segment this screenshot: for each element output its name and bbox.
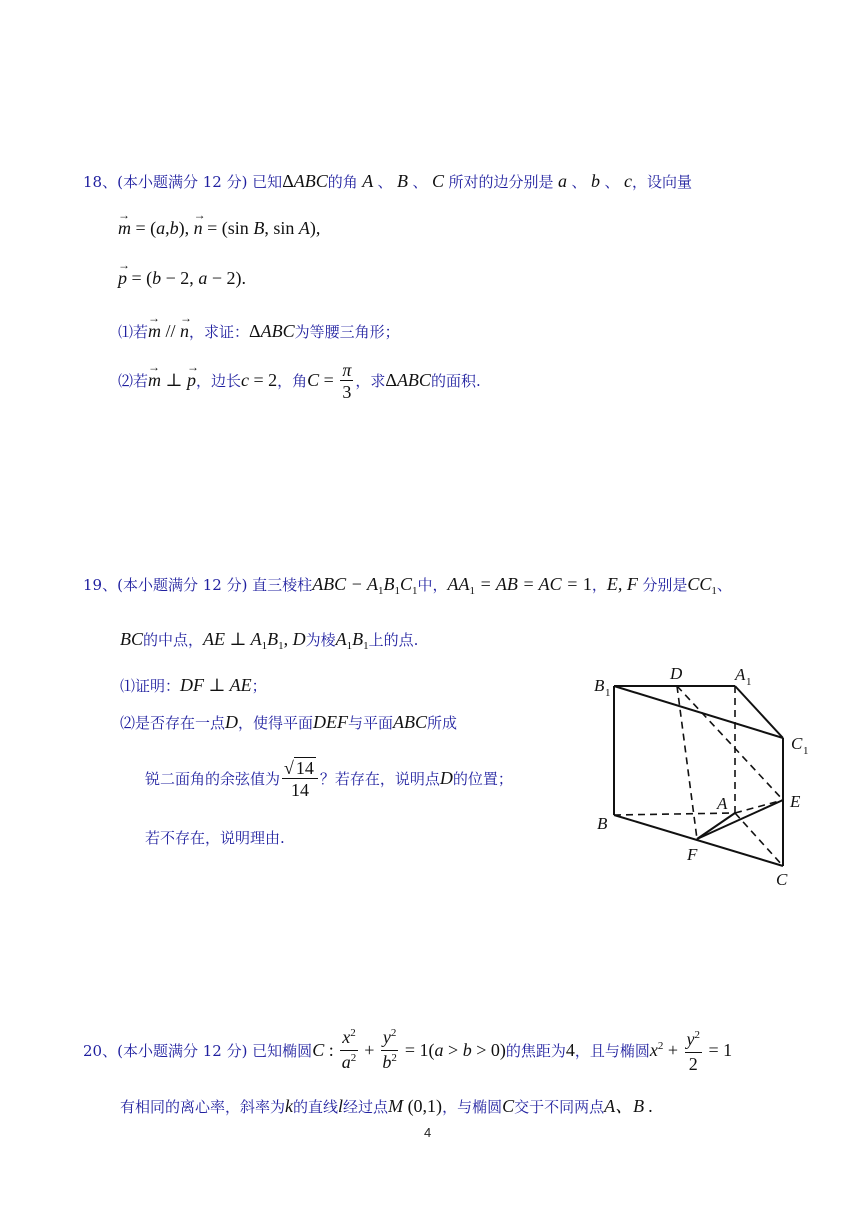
label-c: C <box>776 870 788 889</box>
q18-part1: ⑴若→ m // → n，求证：ΔABC为等腰三角形； <box>118 320 400 343</box>
q19-part2-cont: 锐二面角的余弦值为 $\frac{√ 14}{14}$ ？若存在，说明点D的位置； <box>145 758 513 801</box>
edge-b-c <box>614 815 783 866</box>
label-a1: A <box>735 665 746 684</box>
label-b1: B <box>594 676 605 695</box>
q20-line1: 20、(本小题满分 12 分) 已知椭圆C : $\frac{x^2}{a^2}$ + $\frac{y^2}{b^2}$ = 1(a > b > 0)的焦距为4，且与椭圆$x^2$ + $\frac{y^2}{2}$ = 1 <box>83 1027 733 1074</box>
edge-f-a <box>697 813 735 839</box>
q19-part2: ⑵是否存在一点D，使得平面DEF与平面ABC所成 <box>120 712 458 732</box>
label-c1: C <box>791 734 803 753</box>
label-b1-sub: 1 <box>605 687 611 699</box>
q18-vector-p: → p = (b − 2, a − 2). <box>118 267 246 289</box>
q19-part1: ⑴证明：DF ⊥ AE； <box>120 675 267 695</box>
label-b: B <box>597 814 608 833</box>
q20-line2: 有相同的离心率，斜率为k的直线l经过点M (0,1)，与椭圆C交于不同两点A、B . <box>120 1096 654 1116</box>
edge-e-f <box>697 800 783 839</box>
q18-head: 18、(本小题满分 12 分) 已知 <box>83 173 283 191</box>
label-f: F <box>687 845 698 864</box>
dashed-d-e <box>677 686 783 800</box>
page-number: 4 <box>424 1125 432 1140</box>
label-a1-sub: 1 <box>746 676 752 688</box>
q19-line1: 19、(本小题满分 12 分) 直三棱柱ABC − $A_1B_1C_1$中，$AA_1$ = AB = AC = 1，E, F 分别是$CC_1$、 <box>83 574 732 597</box>
label-a: A <box>717 794 728 813</box>
q18-line1: 18、(本小题满分 12 分) 已知ΔABC的角 A 、 B 、 C 所对的边分别是 a 、 b 、 c，设向量 <box>83 171 693 191</box>
q19-part2-end: 若不存在，说明理由. <box>145 829 285 847</box>
label-c1-sub: 1 <box>803 745 809 757</box>
q18-vectors-mn: → m = (a,b), → n = (sin B, sin A), <box>118 217 320 239</box>
label-e: E <box>790 792 801 811</box>
q19-line2: BC的中点，AE ⊥ $A_1B_1$, D为棱$A_1B_1$上的点. <box>120 629 419 652</box>
q18-part2: ⑵若→ m ⊥ → p，边长c = 2，角C = $\frac{\pi}{3}$ ，求ΔABC的面积. <box>118 358 481 403</box>
prism-figure <box>585 655 815 895</box>
dashed-b-a <box>614 813 735 815</box>
label-d: D <box>670 664 683 683</box>
